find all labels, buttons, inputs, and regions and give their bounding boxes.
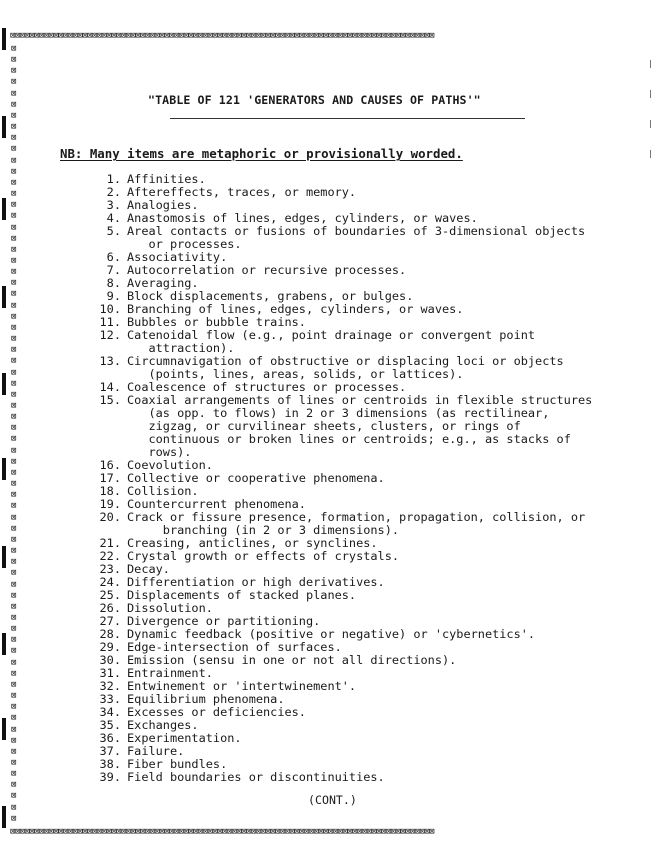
margin-bar bbox=[2, 28, 6, 50]
item-number: 24. bbox=[99, 575, 121, 589]
item-text: Decay. bbox=[127, 562, 170, 576]
item-number: 23. bbox=[99, 562, 121, 576]
item-number: 21. bbox=[99, 536, 121, 550]
item-text: Aftereffects, traces, or memory. bbox=[127, 185, 357, 199]
item-text: Circumnavigation of obstructive or displacing loci or objects (points, lines, areas, solids, or lattices). bbox=[127, 354, 564, 381]
title-underline bbox=[170, 118, 525, 119]
item-text: Divergence or partitioning. bbox=[127, 614, 321, 628]
item-text: Bubbles or bubble trains. bbox=[127, 315, 306, 329]
item-text: Dynamic feedback (positive or negative) or 'cybernetics'. bbox=[127, 627, 536, 641]
right-margin-tick bbox=[650, 120, 651, 128]
item-text: Anastomosis of lines, edges, cylinders, or waves. bbox=[127, 211, 478, 225]
page-border-left: ⊠ ⊠ ⊠ ⊠ ⊠ ⊠ ⊠ ⊠ ⊠ ⊠ ⊠ ⊠ ⊠ ⊠ ⊠ ⊠ ⊠ ⊠ ⊠ ⊠ ⊠ ⊠ ⊠ ⊠ ⊠ ⊠ ⊠ ⊠ ⊠ ⊠ ⊠ ⊠ ⊠ ⊠ ⊠ ⊠ ⊠ ⊠ ⊠ ⊠ ⊠ ⊠ ⊠ ⊠ ⊠ ⊠ ⊠ ⊠ ⊠ ⊠ ⊠ ⊠ ⊠ ⊠ ⊠ ⊠ ⊠ ⊠ ⊠ ⊠ ⊠ ⊠ ⊠ ⊠ ⊠ ⊠ ⊠ ⊠ ⊠ ⊠ bbox=[11, 44, 17, 824]
item-text: Catenoidal flow (e.g., point drainage or convergent point attraction). bbox=[127, 328, 536, 355]
item-number: 18. bbox=[99, 484, 121, 498]
item-number: 10. bbox=[99, 302, 121, 316]
right-margin-tick bbox=[650, 90, 651, 98]
item-text: Entrainment. bbox=[127, 666, 213, 680]
list-item bbox=[78, 225, 650, 251]
right-margin-tick bbox=[650, 150, 651, 158]
note-text: NB: Many items are metaphoric or provisionally worded. bbox=[60, 146, 463, 161]
item-number: 25. bbox=[99, 588, 121, 602]
item-number: 4. bbox=[106, 211, 121, 225]
item-text: Entwinement or 'intertwinement'. bbox=[127, 679, 357, 693]
item-text: Experimentation. bbox=[127, 731, 242, 745]
list-item bbox=[78, 394, 650, 459]
item-number: 13. bbox=[99, 354, 121, 368]
margin-bar bbox=[2, 718, 6, 740]
margin-bar bbox=[2, 546, 6, 568]
margin-bar bbox=[2, 633, 6, 655]
margin-bar bbox=[2, 458, 6, 480]
item-number: 29. bbox=[99, 640, 121, 654]
item-text: Displacements of stacked planes. bbox=[127, 588, 357, 602]
item-number: 37. bbox=[99, 744, 121, 758]
item-text: Crack or fissure presence, formation, propagation, collision, or branching (in 2 or 3 dimensions). bbox=[127, 510, 586, 537]
item-number: 38. bbox=[99, 757, 121, 771]
item-number: 9. bbox=[106, 289, 121, 303]
list-item bbox=[78, 355, 650, 381]
item-number: 27. bbox=[99, 614, 121, 628]
margin-bar bbox=[2, 116, 6, 138]
item-text: Countercurrent phenomena. bbox=[127, 497, 306, 511]
item-number: 5. bbox=[106, 224, 121, 238]
page-border-top: ⊠⊠⊠⊠⊠⊠⊠⊠⊠⊠⊠⊠⊠⊠⊠⊠⊠⊠⊠⊠⊠⊠⊠⊠⊠⊠⊠⊠⊠⊠⊠⊠⊠⊠⊠⊠⊠⊠⊠⊠⊠⊠⊠⊠⊠⊠⊠⊠⊠⊠⊠⊠⊠⊠⊠⊠⊠⊠⊠⊠⊠⊠⊠⊠⊠⊠⊠⊠⊠⊠⊠⊠⊠⊠⊠⊠⊠⊠⊠⊠⊠⊠⊠⊠⊠⊠⊠⊠ bbox=[10, 31, 435, 41]
item-text: Emission (sensu in one or not all directions). bbox=[127, 653, 457, 667]
margin-bar bbox=[2, 806, 6, 828]
item-number: 6. bbox=[106, 250, 121, 264]
item-number: 17. bbox=[99, 471, 121, 485]
item-text: Coalescence of structures or processes. bbox=[127, 380, 407, 394]
margin-bar bbox=[2, 198, 6, 220]
item-text: Areal contacts or fusions of boundaries of 3-dimensional objects or processes. bbox=[127, 224, 586, 251]
item-number: 33. bbox=[99, 692, 121, 706]
item-text: Averaging. bbox=[127, 276, 199, 290]
item-text: Dissolution. bbox=[127, 601, 213, 615]
item-text: Crystal growth or effects of crystals. bbox=[127, 549, 400, 563]
item-number: 11. bbox=[99, 315, 121, 329]
item-number: 36. bbox=[99, 731, 121, 745]
item-text: Analogies. bbox=[127, 198, 199, 212]
item-text: Coaxial arrangements of lines or centroids in flexible structures (as opp. to flows) in 2 or 3 dimensions (as rectilinear, zigzag, or curvilinear sheets, clusters, or rings of continuous or broken lines or centroids; e.g., as stacks of rows). bbox=[127, 393, 593, 459]
right-margin-tick bbox=[650, 60, 651, 68]
item-number: 39. bbox=[99, 770, 121, 784]
item-text: Edge-intersection of surfaces. bbox=[127, 640, 342, 654]
generator-list bbox=[78, 173, 650, 784]
item-text: Affinities. bbox=[127, 172, 206, 186]
item-text: Collective or cooperative phenomena. bbox=[127, 471, 385, 485]
item-number: 31. bbox=[99, 666, 121, 680]
item-text: Associativity. bbox=[127, 250, 228, 264]
list-item bbox=[78, 329, 650, 355]
item-number: 26. bbox=[99, 601, 121, 615]
item-text: Coevolution. bbox=[127, 458, 213, 472]
item-number: 19. bbox=[99, 497, 121, 511]
item-number: 34. bbox=[99, 705, 121, 719]
item-text: Collision. bbox=[127, 484, 199, 498]
continued-label: (CONT.) bbox=[308, 793, 357, 807]
item-number: 30. bbox=[99, 653, 121, 667]
list-item bbox=[78, 511, 650, 537]
page-title: "TABLE OF 121 'GENERATORS AND CAUSES OF PATHS'" bbox=[148, 93, 481, 107]
item-number: 12. bbox=[99, 328, 121, 342]
item-number: 8. bbox=[106, 276, 121, 290]
item-text: Differentiation or high derivatives. bbox=[127, 575, 385, 589]
item-number: 3. bbox=[106, 198, 121, 212]
item-number: 22. bbox=[99, 549, 121, 563]
item-text: Equilibrium phenomena. bbox=[127, 692, 285, 706]
note-line bbox=[60, 146, 463, 161]
item-number: 1. bbox=[106, 172, 121, 186]
page-border-bottom: ⊠⊠⊠⊠⊠⊠⊠⊠⊠⊠⊠⊠⊠⊠⊠⊠⊠⊠⊠⊠⊠⊠⊠⊠⊠⊠⊠⊠⊠⊠⊠⊠⊠⊠⊠⊠⊠⊠⊠⊠⊠⊠⊠⊠⊠⊠⊠⊠⊠⊠⊠⊠⊠⊠⊠⊠⊠⊠⊠⊠⊠⊠⊠⊠⊠⊠⊠⊠⊠⊠⊠⊠⊠⊠⊠⊠⊠⊠⊠⊠⊠⊠⊠⊠⊠⊠⊠⊠ bbox=[10, 827, 435, 837]
item-text: Exchanges. bbox=[127, 718, 199, 732]
item-number: 28. bbox=[99, 627, 121, 641]
item-number: 2. bbox=[106, 185, 121, 199]
item-number: 20. bbox=[99, 510, 121, 524]
item-number: 14. bbox=[99, 380, 121, 394]
item-text: Autocorrelation or recursive processes. bbox=[127, 263, 407, 277]
margin-bar bbox=[2, 286, 6, 308]
list-item bbox=[78, 771, 650, 784]
item-number: 35. bbox=[99, 718, 121, 732]
item-text: Failure. bbox=[127, 744, 185, 758]
item-number: 16. bbox=[99, 458, 121, 472]
item-text: Fiber bundles. bbox=[127, 757, 228, 771]
item-text: Creasing, anticlines, or synclines. bbox=[127, 536, 378, 550]
item-text: Branching of lines, edges, cylinders, or waves. bbox=[127, 302, 464, 316]
item-number: 32. bbox=[99, 679, 121, 693]
item-text: Block displacements, grabens, or bulges. bbox=[127, 289, 414, 303]
item-text: Excesses or deficiencies. bbox=[127, 705, 306, 719]
item-text: Field boundaries or discontinuities. bbox=[127, 770, 385, 784]
item-number: 15. bbox=[99, 393, 121, 407]
item-number: 7. bbox=[106, 263, 121, 277]
margin-bar bbox=[2, 373, 6, 395]
